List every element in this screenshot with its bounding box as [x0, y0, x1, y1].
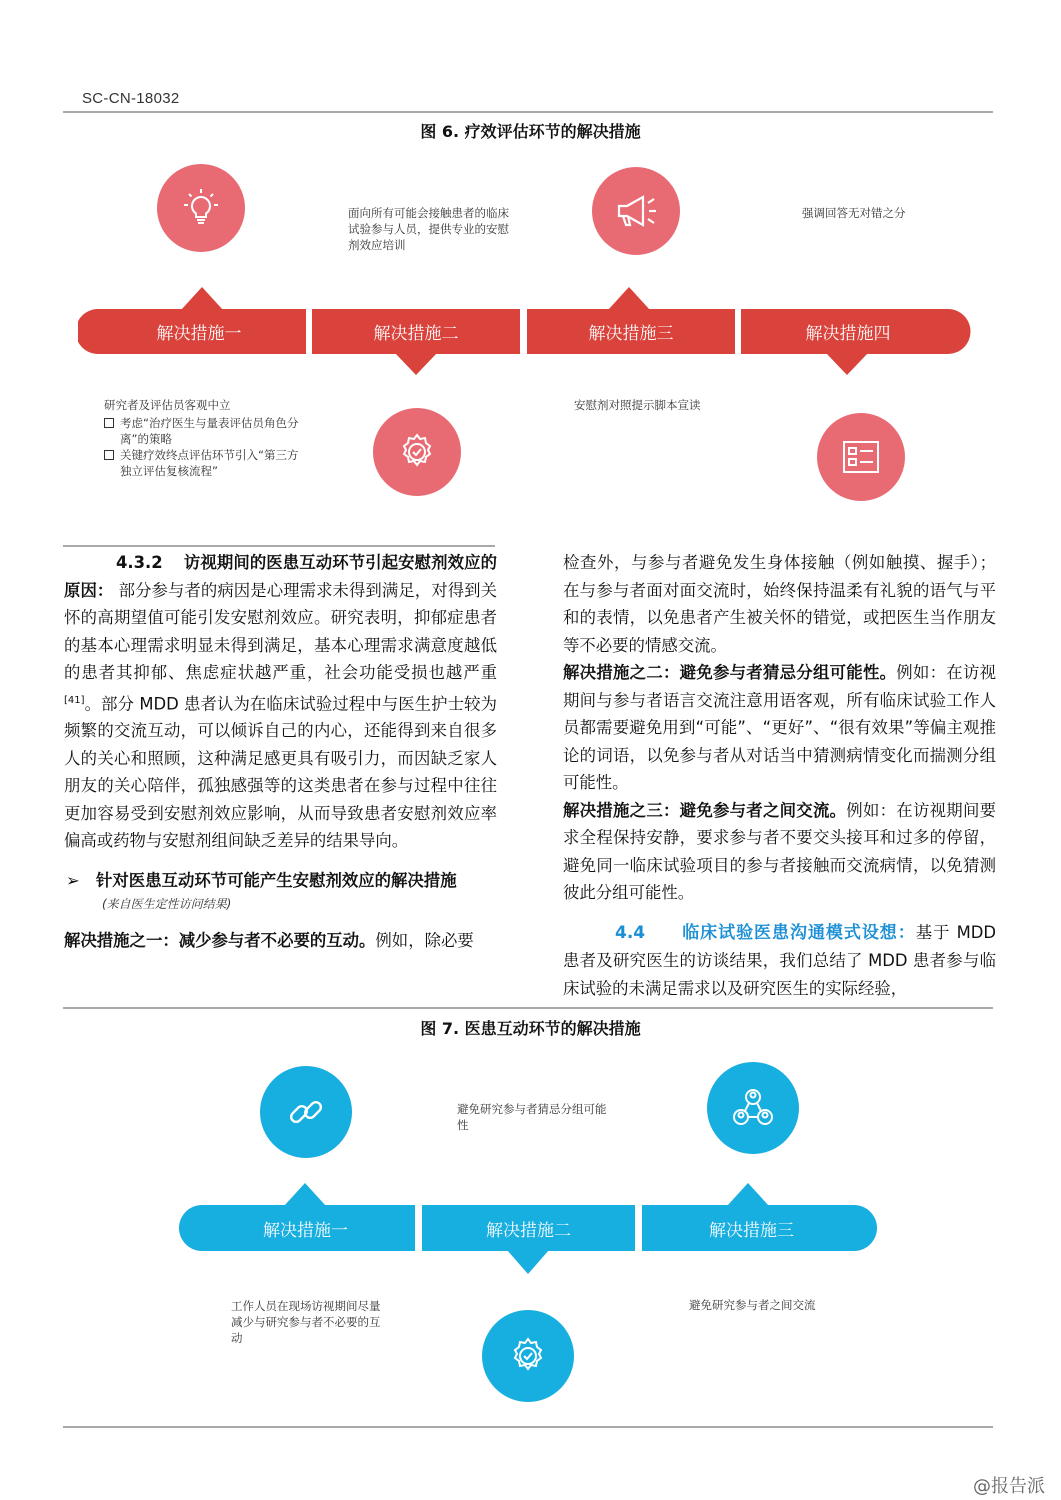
measure1-continued: 检查外，与参与者避免发生身体接触（例如触摸、握手）；在与参与者面对面交流时，始终保持温柔有礼貌的语气与平和的表情，以免患者产生被关怀的错觉，或把医生当作朋友等不必要的情感交流。	[563, 553, 996, 655]
document-id: SC-CN-18032	[82, 90, 180, 107]
fig6-note-step3: 安慰剂对照提示脚本宣读	[574, 398, 701, 412]
footer-divider	[63, 1426, 993, 1428]
measure3-title: 解决措施之三：避免参与者之间交流。	[563, 800, 847, 820]
gear-check-icon	[373, 408, 461, 496]
measure1-title: 解决措施之一：减少参与者不必要的互动。	[64, 931, 376, 951]
watermark: @报告派	[973, 1476, 1045, 1497]
bullet-arrow: ➢	[66, 870, 80, 890]
fig6-note-step2: 面向所有可能会接触患者的临床试验参与人员，提供专业的安慰剂效应培训	[348, 206, 509, 252]
lightbulb-icon	[157, 164, 245, 252]
paragraph: 部分参与者的病因是心理需求未得到满足，对得到关怀的高期望值可能引发安慰剂效应。研究表明，抑郁症患者的基本心理需求明显未得到满足，基本心理需求满意度越低的患者其抑郁、焦虑症状越严重，社会功能受损也越严重	[64, 580, 497, 682]
document-list-icon	[817, 413, 905, 501]
section-heading: 访视期间的医患互动环节引起安慰剂效应的原因：	[64, 553, 497, 600]
fig7-note-step1: 工作人员在现场访视期间尽量减少与研究参与者不必要的互动	[231, 1299, 381, 1345]
fig7-note-step3: 避免研究参与者之间交流	[689, 1298, 816, 1312]
measure1-text: 例如，除必要	[375, 931, 474, 951]
fig6-note-step1-item	[104, 447, 304, 479]
people-network-icon	[707, 1062, 799, 1154]
measure2-title: 解决措施之二：避免参与者猜忌分组可能性。	[563, 663, 897, 682]
gear-check-icon	[482, 1310, 574, 1402]
section-4-4-number: 4.4	[615, 922, 646, 943]
fig6-note-step1-title: 研究者及评估员客观中立	[104, 398, 231, 412]
figure7-title: 图 7. 医患互动环节的解决措施	[420, 1019, 641, 1038]
measure2-text: 例如：在访视期间与参与者语言交流注意用语客观，所有临床试验工作人员都需要避免用到“可能”、“更好”、“很有效果”等偏主观推论的词语，以免参与者从对话当中猜测病情变化而揣测分组可能性。	[563, 663, 997, 792]
fig6-step-4: 解决措施四	[805, 324, 891, 344]
bullet-source: (来自医生定性访问结果)	[102, 897, 232, 912]
fig7-note-step2: 避免研究参与者猜忌分组可能性	[457, 1102, 607, 1132]
section-4-4-title: 临床试验医患沟通模式设想：	[682, 922, 916, 943]
fig7-step-3: 解决措施三	[709, 1220, 794, 1241]
left-column	[64, 549, 497, 955]
fig6-note-step1-item	[104, 415, 304, 447]
paragraph-cont: 。部分 MDD 患者认为在临床试验过程中与医生护士较为频繁的交流互动，可以倾诉自己的内心，还能得到来自很多人的关心和照顾，这种满足感更具有吸引力，而因缺乏家人朋友的关心陪伴，孤独感强等的这类患者在参与过程中往往更加容易受到安慰剂效应影响，从而导致患者安慰剂效应率偏高或药物与安慰剂组间缺乏差异的结果导向。	[64, 693, 497, 851]
reference: [41]	[64, 694, 85, 706]
chain-link-icon	[260, 1066, 352, 1158]
fig6-step-3: 解决措施三	[588, 324, 674, 344]
fig6-note-item-1: 考虑“治疗医生与量表评估员角色分离”的策略	[120, 416, 299, 446]
measure3-text: 例如：在访视期间要求全程保持安静，要求参与者不要交头接耳和过多的停留，避免同一临床试验项目的参与者接触而交流病情，以免猜测彼此分组可能性。	[563, 800, 997, 902]
megaphone-icon	[592, 167, 680, 255]
section-4-4-text: 基于 MDD 患者及研究医生的访谈结果，我们总结了 MDD 患者参与临床试验的未满足需求以及研究医生的实际经验，	[563, 922, 997, 998]
figure6-title: 图 6. 疗效评估环节的解决措施	[420, 122, 641, 141]
figure7-divider	[63, 1007, 993, 1009]
section-number: 4.3.2	[116, 553, 163, 572]
fig6-step-2: 解决措施二	[373, 324, 459, 344]
fig6-note-step4: 强调回答无对错之分	[802, 206, 906, 220]
fig7-step-1: 解决措施一	[263, 1220, 348, 1241]
header-divider	[63, 111, 993, 113]
fig6-note-item-2: 关键疗效终点评估环节引入“第三方独立评估复核流程”	[120, 448, 299, 478]
fig7-step-2: 解决措施二	[486, 1220, 571, 1241]
fig6-note-step1	[104, 397, 304, 479]
bullet-title: 针对医患互动环节可能产生安慰剂效应的解决措施	[96, 870, 457, 890]
section-divider	[63, 545, 495, 547]
right-column	[563, 549, 996, 1002]
fig6-step-1: 解决措施一	[156, 324, 242, 344]
